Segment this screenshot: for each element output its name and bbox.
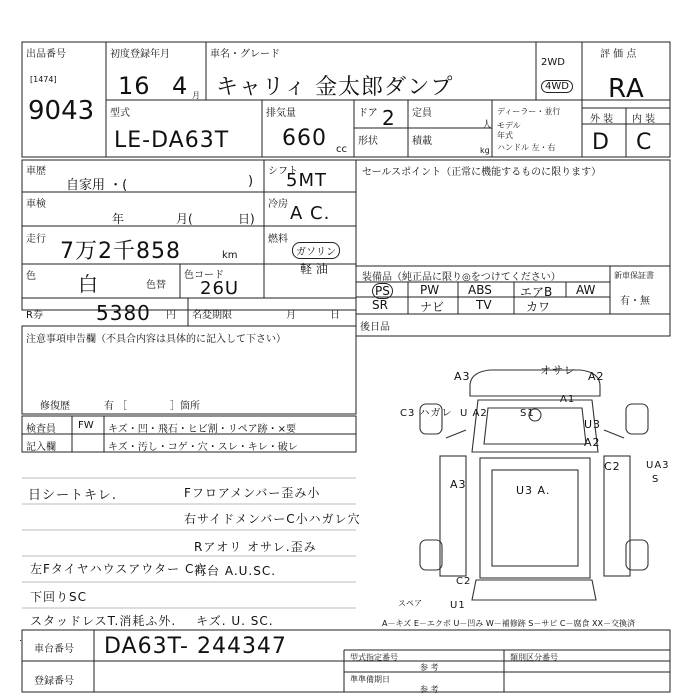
- equip-tv: TV: [476, 298, 492, 312]
- type-cert-ref: 参 考: [420, 663, 439, 672]
- equip-ps: PS: [372, 283, 393, 299]
- repair-label: 修復歴: [40, 401, 70, 412]
- ac-value: A C.: [290, 203, 331, 224]
- exterior-value: D: [592, 130, 610, 155]
- interior-value: C: [636, 130, 653, 155]
- person-unit: 人: [482, 120, 492, 131]
- km-unit: km: [222, 250, 238, 261]
- model-label: 車名・グレード: [210, 49, 280, 60]
- note-7: 下回りSC: [30, 590, 87, 604]
- damage-legend: A－キズ E－エクボ U－凹み W－補修跡 S－サビ C－腐食 XX－交換済: [382, 619, 636, 628]
- capacity-label: 定員: [412, 108, 432, 119]
- score-value: RA: [608, 74, 645, 104]
- fw-label: FW: [78, 420, 94, 431]
- inspector-line1: キズ・凹・飛石・ヒビ割・リペア跡・×要: [108, 424, 296, 435]
- drive-4wd: 4WD: [541, 80, 573, 93]
- std-label: 準準備期日: [350, 675, 390, 684]
- mileage-value: 7万2千858: [60, 239, 181, 264]
- dealer-label: ディーラー・並行: [497, 107, 561, 116]
- chassis-value: DA63T- 244347: [104, 634, 287, 659]
- first-reg-month: 4: [172, 72, 189, 100]
- use-label: 車歴: [26, 166, 46, 177]
- inspector-label1: 検査員: [26, 424, 56, 435]
- diag-c3-hagare: C3 ハガレ: [400, 408, 453, 419]
- first-reg-label: 初度登録年月: [110, 49, 170, 60]
- use-value: 自家用 ・(: [66, 178, 128, 193]
- sales-label: セールスポイント（正常に機能するものに限ります）: [362, 167, 602, 178]
- use-close: ): [248, 174, 254, 189]
- door-label: ドア: [358, 108, 378, 119]
- color-label: 色: [26, 271, 36, 282]
- std-ref: 参 考: [420, 685, 439, 694]
- chassis-label: 車台番号: [34, 644, 74, 655]
- diag-s1: S1: [520, 408, 535, 419]
- diag-a1: A1: [560, 394, 576, 405]
- name-change-month: 月: [286, 310, 296, 321]
- diag-a2-right: A2: [584, 436, 601, 449]
- insp-month: 月(: [176, 212, 193, 226]
- color-code-value: 26U: [200, 278, 240, 299]
- model-name: キャリィ 金太郎ダンプ: [216, 75, 454, 100]
- equip-aw: AW: [576, 283, 596, 297]
- lot-small: [1474]: [30, 75, 57, 84]
- recycle-value: 5380: [96, 301, 151, 325]
- drive-2wd: 2WD: [541, 57, 565, 68]
- class-label: 類別区分番号: [510, 653, 558, 662]
- diag-c2-bottom: C2: [456, 576, 472, 587]
- diag-ua3: UA3: [646, 460, 670, 471]
- model-year-label2: 年式: [497, 131, 513, 140]
- repair-close: ］箇所: [170, 401, 200, 412]
- lot-number: 9043: [28, 96, 95, 126]
- displacement-value: 660: [282, 126, 327, 151]
- inspector-label2: 記入欄: [26, 442, 56, 453]
- diag-a3-top: A3: [454, 370, 471, 383]
- diag-a2-top: A2: [588, 370, 605, 383]
- month-unit: 月: [192, 91, 200, 100]
- diag-u-a2: U A2: [460, 408, 488, 419]
- type-label: 型式: [110, 108, 130, 119]
- name-change-label: 名変期限: [192, 310, 232, 321]
- color-value: 白: [78, 272, 99, 296]
- type-cert-label: 型式指定番号: [350, 653, 398, 662]
- fuel-gas: ガソリン: [292, 242, 340, 259]
- score-label: 評 価 点: [600, 49, 637, 60]
- shape-label: 形状: [358, 136, 378, 147]
- fuel-label: 燃料: [268, 234, 288, 245]
- note-9: キズ. U. SC.: [196, 614, 274, 628]
- note-8: スタッドレスT.消耗ふ外.: [30, 614, 177, 628]
- mileage-label: 走行: [26, 234, 46, 245]
- note-3: 右サイドメンバーC小ハガレ穴: [184, 512, 361, 526]
- note-4: Rアオリ オサレ.歪み: [194, 540, 317, 554]
- new-car-value: 有・無: [620, 296, 650, 307]
- interior-label: 内 装: [632, 114, 656, 125]
- door-value: 2: [382, 106, 396, 130]
- diag-u3a: U3 A.: [516, 484, 551, 497]
- shift-label: シフト: [268, 166, 298, 177]
- note-1: 日シートキレ.: [28, 488, 118, 503]
- new-car-label: 新車保証書: [614, 271, 654, 280]
- name-change-day: 日: [330, 310, 340, 321]
- load-label: 積載: [412, 136, 432, 147]
- reg-label: 登録番号: [34, 676, 74, 687]
- equip-abs: ABS: [468, 283, 492, 297]
- diag-osare: オサレ: [540, 364, 576, 377]
- first-reg-year: 16: [118, 72, 151, 100]
- note-5: 荷台 A.U.SC.: [194, 564, 277, 578]
- inspection-label: 車検: [26, 199, 46, 210]
- equip-pw: PW: [420, 283, 440, 297]
- equip-sr: SR: [372, 298, 388, 312]
- diag-u1: U1: [450, 600, 466, 611]
- color-code-label: 色コード: [184, 270, 224, 281]
- note-2: Fフロアメンバー歪み小: [184, 486, 321, 500]
- insp-day: 日): [238, 212, 255, 226]
- shift-value: 5MT: [286, 170, 327, 191]
- equipment-label: 装備品（純正品に限り◎をつけてください）: [362, 272, 561, 283]
- note-6: 左Fタイヤハウスアウター C穴: [30, 562, 208, 576]
- fuel-diesel: 軽 油: [300, 262, 328, 276]
- handle-label: ハンドル 左・右: [497, 143, 556, 152]
- notes-label: 注意事項申告欄（不具合内容は具体的に記入して下さい）: [26, 334, 286, 345]
- model-year-label1: モデル: [497, 121, 521, 130]
- type-value: LE-DA63T: [114, 128, 230, 153]
- inspector-line2: キズ・汚し・コゲ・穴・スレ・キレ・破レ: [108, 442, 298, 453]
- color-no-label: 色替: [146, 280, 166, 291]
- recycle-label: R券: [26, 310, 43, 321]
- diag-a3-bed: A3: [450, 478, 467, 491]
- ac-label: 冷房: [268, 199, 288, 210]
- insp-year: 年: [112, 212, 125, 226]
- aftermarket-label: 後日品: [360, 322, 390, 333]
- repair-value: 有 ［: [104, 401, 128, 412]
- diag-u3: U3: [584, 418, 602, 431]
- yen-unit: 円: [166, 310, 176, 321]
- lot-label: 出品番号: [26, 49, 66, 60]
- kg-unit: kg: [480, 146, 490, 155]
- diag-s: S: [652, 474, 660, 485]
- displacement-label: 排気量: [266, 108, 296, 119]
- cc-unit: cc: [336, 144, 347, 155]
- equip-leather: カワ: [526, 300, 551, 314]
- diag-spare: スペア: [398, 599, 422, 608]
- equip-navi: ナビ: [420, 300, 445, 314]
- exterior-label: 外 装: [590, 114, 614, 125]
- diag-c2: C2: [604, 460, 621, 473]
- equip-airbag: エアB: [520, 285, 553, 299]
